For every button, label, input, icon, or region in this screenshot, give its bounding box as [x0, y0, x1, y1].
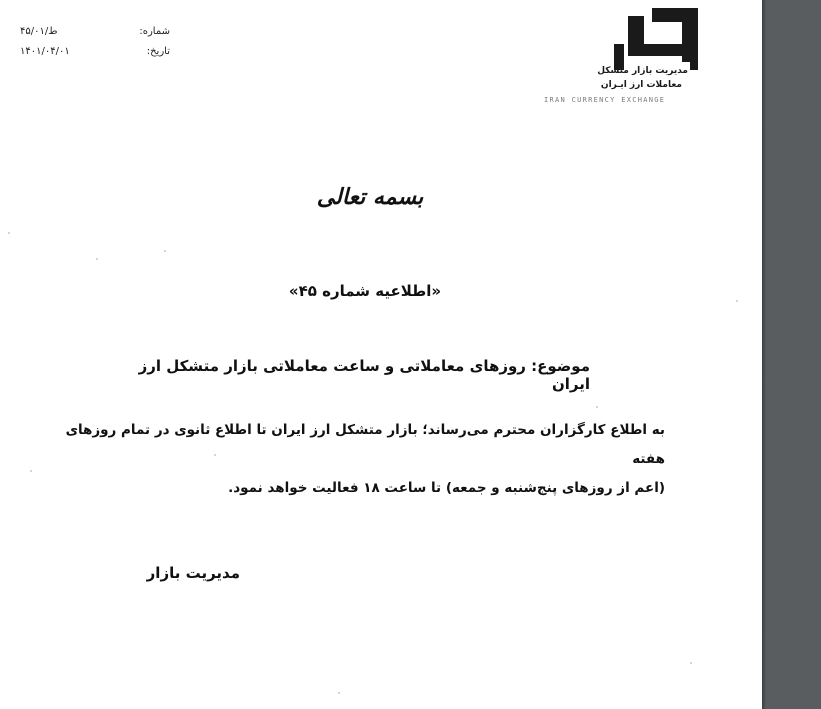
logo-name-line1: مدیریت بازار متشکل [597, 66, 688, 76]
letter-date-value: ۱۴۰۱/۰۴/۰۱ [20, 46, 70, 57]
letter-number-row [20, 22, 170, 42]
scan-speck [30, 470, 32, 472]
letter-signature: مدیریت بازار [146, 564, 240, 582]
viewer-page-edge [762, 0, 766, 709]
scan-speck [596, 406, 598, 408]
letter-body-line: (اعم از روزهای پنج‌شنبه و جمعه) تا ساعت ۱۸ فعالیت خواهد نمود. [228, 480, 665, 496]
bismillah-heading: بسمه تعالی [316, 184, 424, 210]
scan-speck [338, 692, 340, 694]
letter-date-row [20, 42, 170, 62]
scan-speck [690, 662, 692, 664]
notice-title: «اطلاعیه شماره ۴۵» [288, 282, 442, 300]
letter-body [50, 416, 665, 503]
logo-latin-name: IRAN CURRENCY EXCHANGE [544, 96, 666, 104]
scan-speck [96, 258, 98, 260]
exchange-logo-icon [612, 4, 702, 72]
letter-date-label: تاریخ: [146, 46, 170, 57]
letter-subject: موضوع: روزهای معاملاتی و ساعت معاملاتی بازار متشکل ارز ایران [138, 357, 590, 393]
letter-meta [20, 22, 170, 62]
letter-body-line: به اطلاع کارگزاران محترم می‌رساند؛ بازار متشکل ارز ایران تا اطلاع ثانوی در تمام روزهای هفته [65, 422, 665, 467]
organization-logo [540, 4, 700, 108]
scan-speck [164, 250, 166, 252]
scan-speck [736, 300, 738, 302]
letter-number-label: شماره: [139, 26, 170, 37]
logo-name-line2: معاملات ارز ایـران [600, 80, 682, 90]
scan-speck [8, 232, 10, 234]
letter-number-value: ۴۵/ط/۰۱ [20, 26, 58, 37]
